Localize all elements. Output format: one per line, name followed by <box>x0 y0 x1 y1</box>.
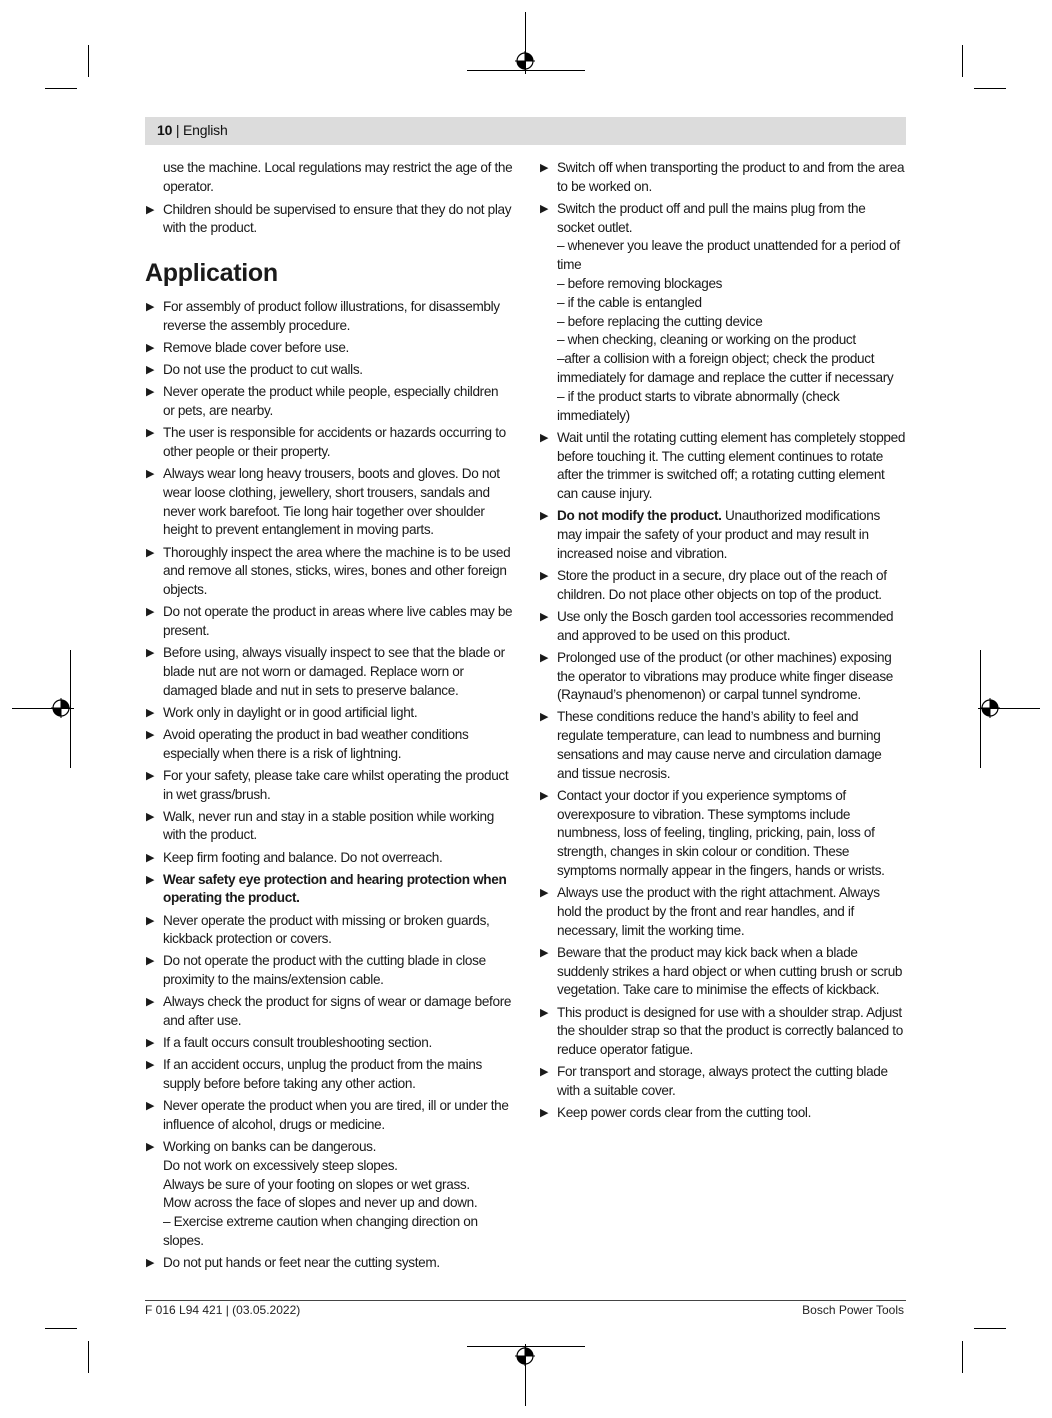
list-item-text: Never operate the product while people, especially children or pets, are nearby. <box>163 384 499 419</box>
list-item <box>539 649 906 705</box>
bullet-triangle-icon: ▶ <box>146 996 155 1009</box>
language-label: English <box>183 122 228 138</box>
list-item-text: Children should be supervised to ensure that they do not play with the product. <box>163 201 512 236</box>
bullet-triangle-icon: ▶ <box>146 1059 155 1072</box>
list-item-subline: –after a collision with a foreign object; check the product immediately for damage and replace the cutter if necessary <box>557 351 894 386</box>
bullet-triangle-icon: ▶ <box>146 728 155 741</box>
registration-mark-right-icon <box>980 698 1000 718</box>
list-item-subline: Always be sure of your footing on slopes or wet grass. <box>163 1176 470 1192</box>
bullet-triangle-icon: ▶ <box>540 1107 549 1120</box>
list-item <box>539 1104 906 1123</box>
list-item-text: Always check the product for signs of wear or damage before and after use. <box>163 994 512 1029</box>
bullet-triangle-icon: ▶ <box>540 789 549 802</box>
list-item-text: Walk, never run and stay in a stable position while working with the product. <box>163 808 494 843</box>
application-list <box>145 298 513 1273</box>
list-item <box>145 993 513 1031</box>
list-item-text: Avoid operating the product in bad weather conditions especially when there is a risk of lightning. <box>163 726 469 761</box>
page-header <box>145 117 906 145</box>
registration-mark-top-icon <box>515 51 535 71</box>
bullet-triangle-icon: ▶ <box>146 769 155 782</box>
bullet-triangle-icon: ▶ <box>146 342 155 355</box>
list-item-text: Store the product in a secure, dry place out of the reach of children. Do not place other objects on top of the product. <box>557 567 887 602</box>
list-item <box>145 1138 513 1251</box>
list-item <box>145 1056 513 1094</box>
list-item-text: Working on banks can be dangerous. <box>163 1139 377 1155</box>
list-item-text: Never operate the product when you are tired, ill or under the influence of alcohol, drugs or medicine. <box>163 1098 509 1132</box>
bullet-triangle-icon: ▶ <box>146 606 155 619</box>
bullet-triangle-icon: ▶ <box>146 810 155 823</box>
list-item <box>145 465 513 540</box>
list-item-text: Keep power cords clear from the cutting tool. <box>557 1105 811 1121</box>
list-item-text: Work only in daylight or in good artificial light. <box>163 704 418 720</box>
list-item-text: Contact your doctor if you experience symptoms of overexposure to vibration. These symptoms include numbness, loss of feeling, tingling, pricking, pain, loss of strength, changes in skin colour or condition. These symptoms normally appear in the fingers, hands or wrists. <box>557 787 885 879</box>
bullet-triangle-icon: ▶ <box>540 1006 549 1019</box>
list-item-text: Do not operate the product in areas where live cables may be present. <box>163 604 513 639</box>
list-item-text: This product is designed for use with a shoulder strap. Adjust the shoulder strap so that the product is correctly balanced to reduce operator fatigue. <box>557 1004 903 1058</box>
list-item <box>145 849 513 868</box>
list-item-text: Unauthorized modifications may impair the safety of your product and may result in increased noise and vibration. <box>557 508 880 561</box>
list-item <box>145 644 513 700</box>
list-item-text: For assembly of product follow illustrations, for disassembly reverse the assembly procedure. <box>163 299 500 333</box>
page-footer <box>145 1300 906 1317</box>
registration-mark-left-icon <box>51 698 71 718</box>
brand-name: Bosch Power Tools <box>802 1303 904 1317</box>
bullet-triangle-icon: ▶ <box>146 955 155 968</box>
page-number: 10 <box>157 122 173 138</box>
list-item <box>539 507 906 563</box>
list-item <box>539 1004 906 1060</box>
list-item-text: For your safety, please take care whilst operating the product in wet grass/brush. <box>163 767 509 802</box>
list-item-text: Keep firm footing and balance. Do not overreach. <box>163 849 443 865</box>
list-item-subline: – before replacing the cutting device <box>557 313 763 329</box>
bullet-triangle-icon: ▶ <box>540 1066 549 1079</box>
bullet-triangle-icon: ▶ <box>146 546 155 559</box>
list-item-text: Always wear long heavy trousers, boots and gloves. Do not wear loose clothing, jewellery, short trousers, sandals and never work barefoot. Tie long hair together over shoulder height to prevent entanglement in moving parts. <box>163 466 500 538</box>
list-item <box>145 201 513 239</box>
bullet-triangle-icon: ▶ <box>146 1037 155 1050</box>
list-item <box>539 1063 906 1101</box>
safety-list <box>539 159 906 1123</box>
list-item-subline: – if the product starts to vibrate abnormally (check immediately) <box>557 388 840 423</box>
list-item <box>145 871 513 909</box>
bullet-triangle-icon: ▶ <box>146 647 155 660</box>
list-item <box>145 383 513 421</box>
section-heading: Application <box>145 259 278 288</box>
bullet-triangle-icon: ▶ <box>146 851 155 864</box>
list-item <box>145 704 513 723</box>
bullet-triangle-icon: ▶ <box>540 569 549 582</box>
bullet-triangle-icon: ▶ <box>540 946 549 959</box>
list-item-subline: Do not work on excessively steep slopes. <box>163 1157 398 1173</box>
bullet-triangle-icon: ▶ <box>146 1141 155 1154</box>
list-item-text: Wait until the rotating cutting element has completely stopped before touching it. The cutting element continues to rotate after the trimmer is switched off; a rotating cutting element can cause injury. <box>557 429 906 502</box>
list-item-text: Use only the Bosch garden tool accessories recommended and approved to be used on this product. <box>557 608 894 643</box>
list-item-subline: Mow across the face of slopes and never up and down. <box>163 1195 478 1211</box>
list-item <box>539 159 906 197</box>
list-item-subline: – whenever you leave the product unattended for a period of time <box>557 238 900 273</box>
list-item-bold-text: Wear safety eye protection and hearing protection when operating the product. <box>163 871 507 906</box>
document-number: F 016 L94 421 | (03.05.2022) <box>145 1303 301 1317</box>
list-item <box>539 200 906 426</box>
list-item <box>145 424 513 462</box>
list-item <box>145 1034 513 1053</box>
list-item-text: Switch the product off and pull the mains plug from the socket outlet. <box>557 200 866 235</box>
registration-mark-bottom-icon <box>515 1346 535 1366</box>
list-item <box>145 603 513 641</box>
bullet-triangle-icon: ▶ <box>146 364 155 377</box>
list-item-text: Always use the product with the right attachment. Always hold the product by the front and rear handles, and if necessary, limit the working time. <box>557 885 880 938</box>
list-item <box>145 808 513 846</box>
list-item-text: The user is responsible for accidents or hazards occurring to other people or their property. <box>163 425 506 459</box>
bullet-triangle-icon: ▶ <box>540 651 549 664</box>
list-item-text: Thoroughly inspect the area where the machine is to be used and remove all stones, sticks, wires, bones and other foreign objects. <box>163 544 511 598</box>
list-item <box>145 339 513 358</box>
bullet-triangle-icon: ▶ <box>146 468 155 481</box>
list-item-text: Switch off when transporting the product to and from the area to be worked on. <box>557 160 905 194</box>
bullet-triangle-icon: ▶ <box>146 203 155 216</box>
list-item <box>145 726 513 764</box>
list-item <box>539 787 906 881</box>
list-item-subline: – Exercise extreme caution when changing direction on slopes. <box>163 1214 478 1249</box>
left-column <box>145 159 513 1276</box>
page-label <box>157 122 228 138</box>
bullet-triangle-icon: ▶ <box>540 162 549 174</box>
bullet-triangle-icon: ▶ <box>540 431 549 444</box>
list-item-text: For transport and storage, always protect the cutting blade with a suitable cover. <box>557 1064 888 1099</box>
bullet-triangle-icon: ▶ <box>540 610 549 623</box>
list-item-text: Do not operate the product with the cutting blade in close proximity to the mains/extension cable. <box>163 953 486 988</box>
list-item-bold-text: Do not modify the product. <box>557 508 722 524</box>
list-item-subline: – when checking, cleaning or working on the product <box>557 332 856 348</box>
bullet-triangle-icon: ▶ <box>146 427 155 440</box>
list-item-text: Never operate the product with missing or broken guards, kickback protection or covers. <box>163 912 490 947</box>
bullet-triangle-icon: ▶ <box>146 301 155 314</box>
list-item <box>145 361 513 380</box>
list-item <box>145 544 513 600</box>
bullet-triangle-icon: ▶ <box>540 711 549 724</box>
list-item <box>145 1097 513 1135</box>
list-item-text: Do not use the product to cut walls. <box>163 362 363 378</box>
bullet-triangle-icon: ▶ <box>146 873 155 886</box>
list-item <box>539 884 906 940</box>
list-item-text: Do not put hands or feet near the cutting system. <box>163 1255 440 1271</box>
bullet-triangle-icon: ▶ <box>146 1257 155 1270</box>
list-item <box>145 1254 513 1273</box>
list-item <box>539 608 906 646</box>
list-item-subline: – before removing blockages <box>557 276 723 292</box>
bullet-triangle-icon: ▶ <box>146 386 155 399</box>
list-item-text: If a fault occurs consult troubleshooting section. <box>163 1035 432 1051</box>
list-item-text: Prolonged use of the product (or other machines) exposing the operator to vibrations may produce white finger disease (Raynaud’s phenomenon) or carpal tunnel syndrome. <box>557 649 894 703</box>
bullet-triangle-icon: ▶ <box>540 887 549 900</box>
list-item-text: Before using, always visually inspect to see that the blade or blade nut are not worn or damaged. Replace worn or damaged blade and nut in sets to preserve balance. <box>163 645 505 698</box>
list-item-text: Beware that the product may kick back when a blade suddenly strikes a hard object or when cutting brush or scrub vegetation. Take care to minimise the effects of kickback. <box>557 944 903 998</box>
list-item <box>145 912 513 950</box>
list-item-text: If an accident occurs, unplug the product from the mains supply before before taking any other action. <box>163 1057 482 1092</box>
bullet-triangle-icon: ▶ <box>146 914 155 927</box>
list-item <box>539 708 906 783</box>
list-item <box>145 767 513 805</box>
list-item <box>539 429 906 504</box>
bullet-triangle-icon: ▶ <box>540 510 549 523</box>
header-separator: | <box>172 122 184 138</box>
list-item <box>145 298 513 336</box>
list-item-subline: – if the cable is entangled <box>557 294 702 310</box>
list-item-text: Remove blade cover before use. <box>163 340 349 356</box>
right-column <box>539 159 906 1126</box>
list-item <box>539 567 906 605</box>
bullet-triangle-icon: ▶ <box>540 202 549 215</box>
bullet-triangle-icon: ▶ <box>146 1100 155 1113</box>
bullet-triangle-icon: ▶ <box>146 706 155 719</box>
list-item <box>145 952 513 990</box>
intro-text: use the machine. Local regulations may restrict the age of the operator. <box>163 160 513 194</box>
list-item <box>539 944 906 1000</box>
list-item-text: These conditions reduce the hand’s ability to feel and regulate temperature, can lead to numbness and burning sensations and may cause nerve and circulation damage and tissue necrosis. <box>557 709 882 781</box>
